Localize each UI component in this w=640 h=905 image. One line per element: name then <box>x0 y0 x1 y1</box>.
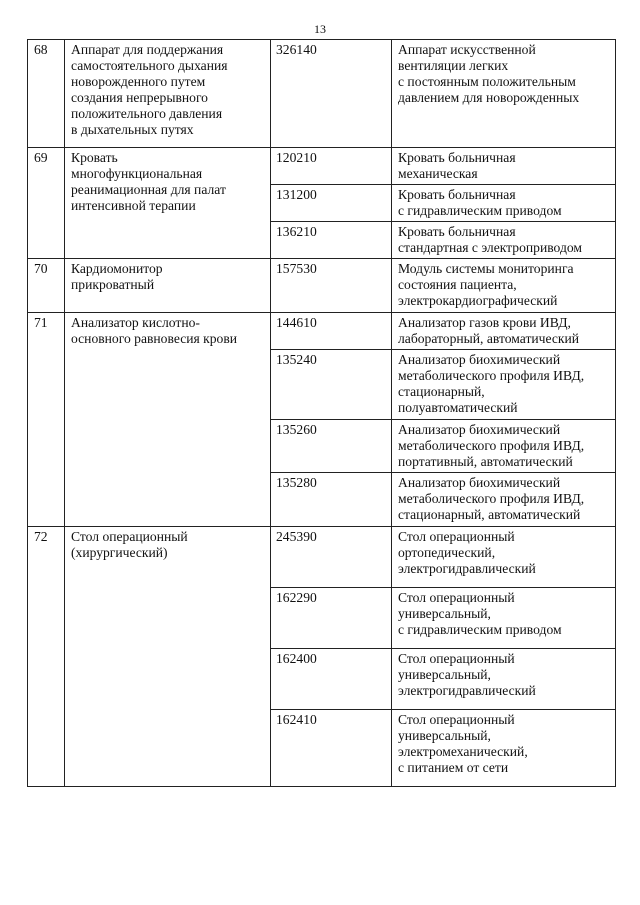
equipment-description: Аппарат искусственной вентиляции легких с постоянным положительным давлением для новорожденных <box>392 40 616 148</box>
row-number: 69 <box>28 148 65 259</box>
equipment-description: Стол операционный универсальный, электрогидравлический <box>392 649 616 710</box>
equipment-description: Кровать больничная механическая <box>392 148 616 185</box>
equipment-code: 131200 <box>271 185 392 222</box>
row-number: 68 <box>28 40 65 148</box>
equipment-description: Модуль системы мониторинга состояния пациента, электрокардиографический <box>392 259 616 313</box>
equipment-description: Стол операционный универсальный, электромеханический, с питанием от сети <box>392 710 616 787</box>
table-row <box>28 40 616 148</box>
page-number: 13 <box>314 22 326 36</box>
equipment-name: Анализатор кислотно- основного равновесия крови <box>65 313 271 527</box>
equipment-name: Стол операционный (хирургический) <box>65 527 271 787</box>
row-number: 72 <box>28 527 65 787</box>
table-row <box>28 148 616 185</box>
equipment-description: Анализатор газов крови ИВД, лабораторный, автоматический <box>392 313 616 350</box>
table-row <box>28 527 616 588</box>
equipment-table <box>27 39 616 787</box>
equipment-description: Стол операционный ортопедический, электрогидравлический <box>392 527 616 588</box>
equipment-description: Кровать больничная стандартная с электроприводом <box>392 222 616 259</box>
equipment-code: 326140 <box>271 40 392 148</box>
table-row <box>28 313 616 350</box>
equipment-code: 162290 <box>271 588 392 649</box>
equipment-description: Анализатор биохимический метаболического профиля ИВД, стационарный, автоматический <box>392 473 616 527</box>
equipment-code: 144610 <box>271 313 392 350</box>
row-number: 70 <box>28 259 65 313</box>
equipment-code: 135260 <box>271 420 392 473</box>
row-number: 71 <box>28 313 65 527</box>
equipment-name: Кровать многофункциональная реанимационная для палат интенсивной терапии <box>65 148 271 259</box>
equipment-code: 162410 <box>271 710 392 787</box>
equipment-code: 120210 <box>271 148 392 185</box>
equipment-code: 245390 <box>271 527 392 588</box>
equipment-code: 157530 <box>271 259 392 313</box>
equipment-description: Кровать больничная с гидравлическим приводом <box>392 185 616 222</box>
equipment-code: 162400 <box>271 649 392 710</box>
equipment-description: Анализатор биохимический метаболического профиля ИВД, стационарный, полуавтоматический <box>392 350 616 420</box>
equipment-code: 135240 <box>271 350 392 420</box>
equipment-description: Стол операционный универсальный, с гидравлическим приводом <box>392 588 616 649</box>
equipment-code: 135280 <box>271 473 392 527</box>
equipment-name: Аппарат для поддержания самостоятельного дыхания новорожденного путем создания непрерывного положительного давления в дыхательных путях <box>65 40 271 148</box>
table-row <box>28 259 616 313</box>
equipment-name: Кардиомонитор прикроватный <box>65 259 271 313</box>
equipment-description: Анализатор биохимический метаболического профиля ИВД, портативный, автоматический <box>392 420 616 473</box>
equipment-code: 136210 <box>271 222 392 259</box>
